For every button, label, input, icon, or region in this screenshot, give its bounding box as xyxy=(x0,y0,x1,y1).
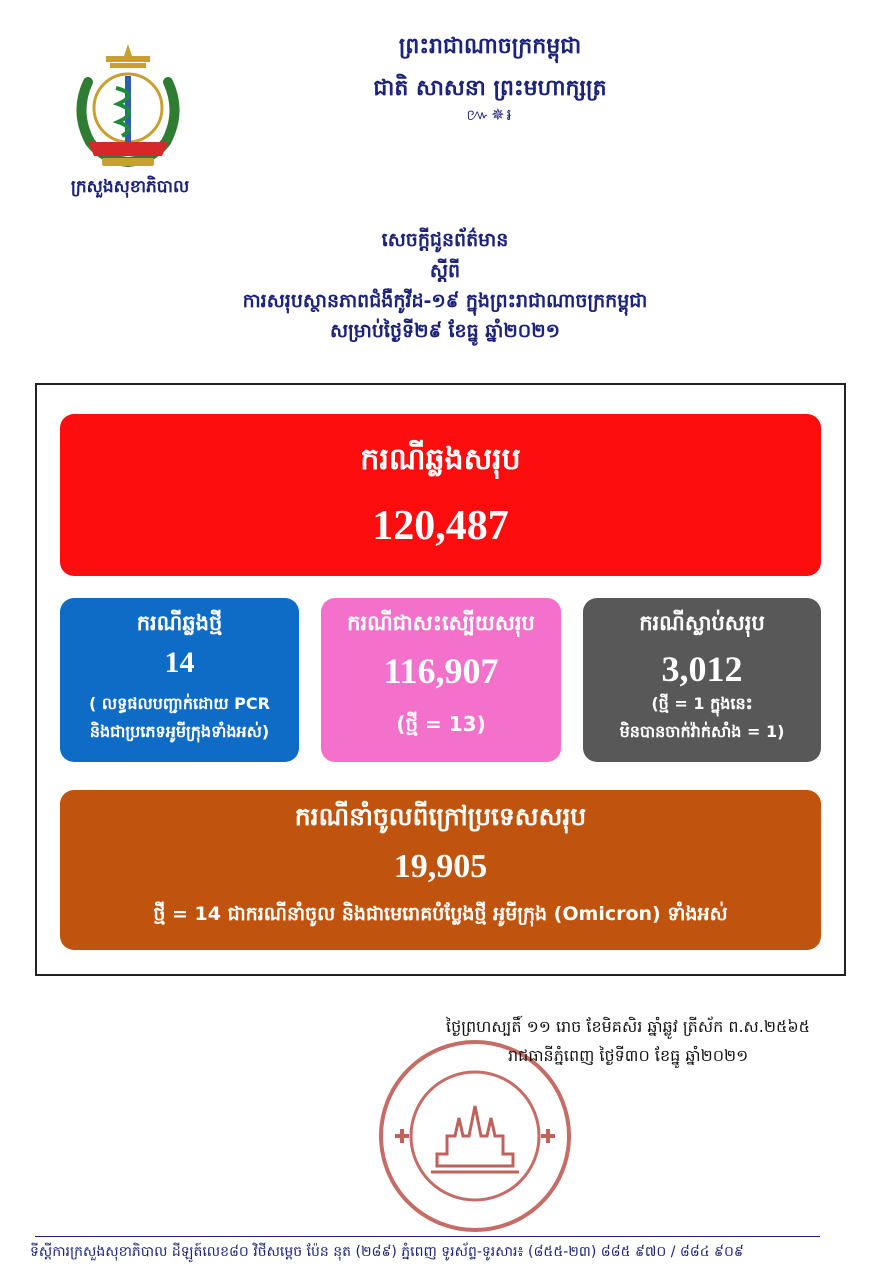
new-cases-label: ករណីឆ្លងថ្មី xyxy=(136,611,223,635)
recovered-note: (ថ្មី = 13) xyxy=(396,712,486,736)
ornament-divider: ៚✵៛ xyxy=(466,105,514,124)
recovered-label: ករណីជាសះស្បើយសរុប xyxy=(347,611,535,635)
nation-motto: ជាតិ សាសនា ព្រះមហាក្សត្រ xyxy=(373,76,607,101)
deaths-note xyxy=(591,690,813,746)
deaths-label: ករណីស្លាប់សរុប xyxy=(639,611,765,635)
new-cases-note xyxy=(68,690,291,746)
footer-divider xyxy=(35,1236,820,1237)
document-date: សម្រាប់ថ្ងៃទី២៩ ខែធ្នូ ឆ្នាំ២០២១ xyxy=(330,320,560,342)
imported-cases-card xyxy=(60,790,821,950)
document-subject-label: ស្តីពី xyxy=(429,260,461,282)
gregorian-date: រាជធានីភ្នំពេញ ថ្ងៃទី៣០ ខែធ្នូ ឆ្នាំ២០២១ xyxy=(508,1046,749,1065)
imported-cases-value: 19,905 xyxy=(393,848,488,885)
document-title: សេចក្តីជូនព័ត៌មាន xyxy=(381,229,509,251)
lunar-date: ថ្ងៃព្រហស្បតិ៍ ១១ រោច ខែមិគសិរ ឆ្នាំឆ្លូវ ត្រីស័ក ព.ស.២៥៦៥ xyxy=(446,1017,810,1036)
new-cases-value: 14 xyxy=(164,646,195,679)
imported-cases-note: ថ្មី = 14 ជាករណីនាំចូល និងជាមេរោគបំប្លែងថ្មី អូមីក្រុង (Omicron) ទាំងអស់ xyxy=(153,903,728,925)
deaths-value: 3,012 xyxy=(661,649,743,689)
total-cases-value: 120,487 xyxy=(372,503,509,549)
footer-address: ទីស្តីការក្រសួងសុខាភិបាល ដីឡូត៍លេខ៨០ វិថីសម្តេច ប៉ែន នុត (២៨៩) ភ្នំពេញ ទូរស័ព្ទ-ទូរសារ៖ (៨៥៥-២៣) ៨៨៥ ៩៧០ / ៨៨៤ ៩០៩ xyxy=(30,1244,744,1260)
new-cases-note-line2: និងជាប្រភេទអូមីក្រុងទាំងអស់) xyxy=(89,722,270,741)
recovered-card xyxy=(321,598,561,762)
deaths-note-line2: មិនបានចាក់វ៉ាក់សាំង = 1) xyxy=(619,722,785,741)
new-cases-card xyxy=(60,598,299,762)
total-cases-card xyxy=(60,414,821,576)
ministry-logo xyxy=(66,42,190,172)
recovered-value: 116,907 xyxy=(383,651,499,691)
total-cases-label: ករណីឆ្លងសរុប xyxy=(360,442,521,477)
ministry-name: ក្រសួងសុខាភិបាល xyxy=(70,177,190,197)
deaths-note-line1: (ថ្មី = 1 ក្នុងនេះ xyxy=(651,694,753,713)
document-subject: ការសរុបស្ថានភាពជំងឺកូវីដ-១៩ ក្នុងព្រះរាជាណាចក្រកម្ពុជា xyxy=(242,290,648,312)
kingdom-heading: ព្រះរាជាណាចក្រកម្ពុជា xyxy=(398,34,582,59)
deaths-card xyxy=(583,598,821,762)
imported-cases-label: ករណីនាំចូលពីក្រៅប្រទេសសរុប xyxy=(294,802,587,831)
new-cases-note-line1: ( លទ្ធផលបញ្ជាក់ដោយ PCR xyxy=(89,694,270,713)
